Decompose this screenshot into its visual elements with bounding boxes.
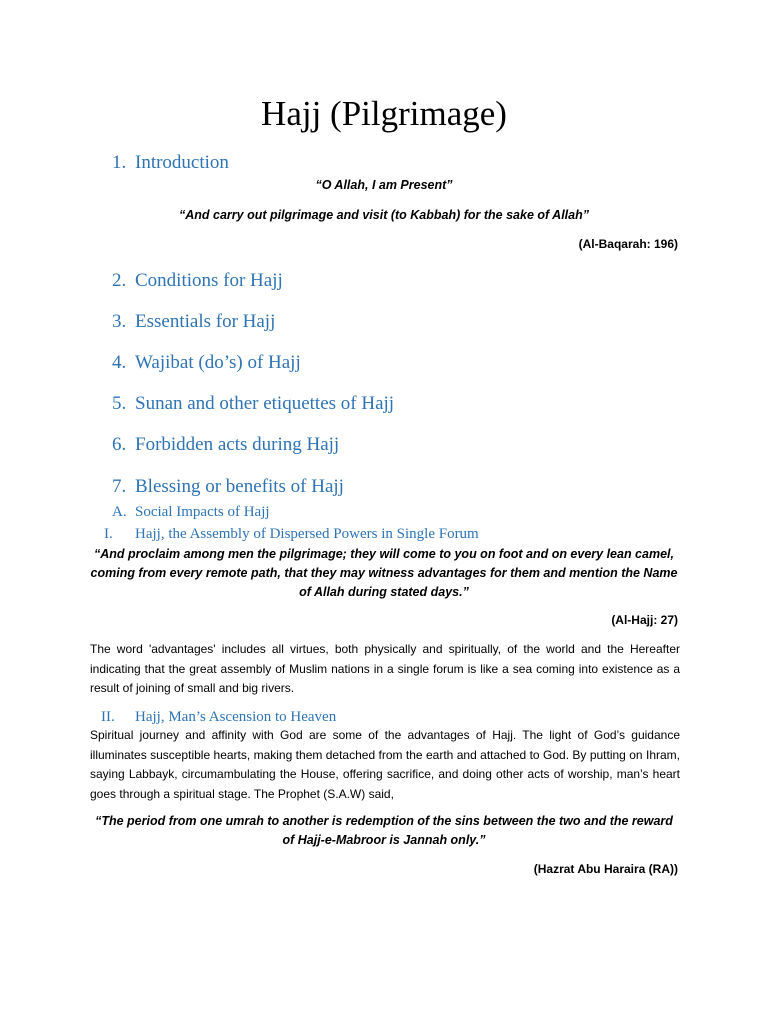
section-number: 5. — [112, 393, 127, 414]
section-number: 7. — [112, 476, 127, 497]
subsection-heading-social-impacts — [112, 503, 270, 521]
section-label: Forbidden acts during Hajj — [135, 434, 340, 455]
page-title: Hajj (Pilgrimage) — [261, 94, 507, 133]
hadith-reference: (Hazrat Abu Haraira (RA)) — [533, 862, 678, 876]
section-label: Sunan and other etiquettes of Hajj — [135, 393, 395, 414]
section-heading-blessing — [112, 475, 344, 499]
subsection-label: Social Impacts of Hajj — [135, 504, 270, 520]
subsection-number: A. — [112, 504, 127, 520]
section-heading-wajibat — [112, 351, 301, 375]
intro-reference: (Al-Baqarah: 196) — [578, 237, 678, 251]
section-heading-sunan — [112, 392, 394, 416]
intro-quote-2: “And carry out pilgrimage and visit (to Kabbah) for the sake of Allah” — [178, 208, 589, 222]
section-number: 4. — [112, 352, 127, 373]
section-number: 2. — [112, 270, 127, 291]
section-number: 1. — [112, 152, 127, 173]
section-number: 3. — [112, 311, 127, 332]
hadith-quote: “The period from one umrah to another is redemption of the sins between the two and the reward of Hajj-e-Mabroor is Jannah only.” — [95, 814, 673, 847]
part-number: II. — [101, 709, 115, 725]
hajj-verse-quote: “And proclaim among men the pilgrimage; they will come to you on foot and on every lean camel, coming from every remote path, that they may witness advantages for them and mention the Name of Allah during stated days.” — [90, 547, 678, 599]
section-label: Introduction — [135, 152, 229, 173]
part-number: I. — [104, 526, 113, 542]
part-heading-assembly — [104, 525, 479, 543]
section-number: 6. — [112, 434, 127, 455]
section-heading-conditions — [112, 269, 283, 293]
part-heading-ascension — [101, 708, 336, 726]
hajj-verse-reference: (Al-Hajj: 27) — [611, 613, 678, 627]
part-label: Hajj, the Assembly of Dispersed Powers in Single Forum — [135, 526, 479, 542]
intro-quote-1: “O Allah, I am Present” — [315, 178, 453, 192]
section-label: Conditions for Hajj — [135, 270, 283, 291]
section-heading-essentials — [112, 310, 275, 334]
section-heading-forbidden — [112, 433, 339, 457]
advantages-paragraph: The word 'advantages' includes all virtues, both physically and spiritually, of the world and the Hereafter indicating that the great assembly of Muslim nations in a single forum is like a sea coming into existence as a result of joining of small and big rivers. — [90, 642, 680, 695]
section-heading-introduction — [112, 151, 229, 175]
part-label: Hajj, Man’s Ascension to Heaven — [135, 709, 337, 725]
section-label: Essentials for Hajj — [135, 311, 276, 332]
section-label: Wajibat (do’s) of Hajj — [135, 352, 301, 373]
spiritual-journey-paragraph: Spiritual journey and affinity with God are some of the advantages of Hajj. The light of God’s guidance illuminates susceptible hearts, making them detached from the earth and attached to God. By putting on Ihram, saying Labbayk, circumambulating the House, offering sacrifice, and doing other acts of worship, man’s heart goes through a spiritual stage. The Prophet (S.A.W) said, — [90, 728, 680, 801]
section-label: Blessing or benefits of Hajj — [135, 476, 344, 497]
